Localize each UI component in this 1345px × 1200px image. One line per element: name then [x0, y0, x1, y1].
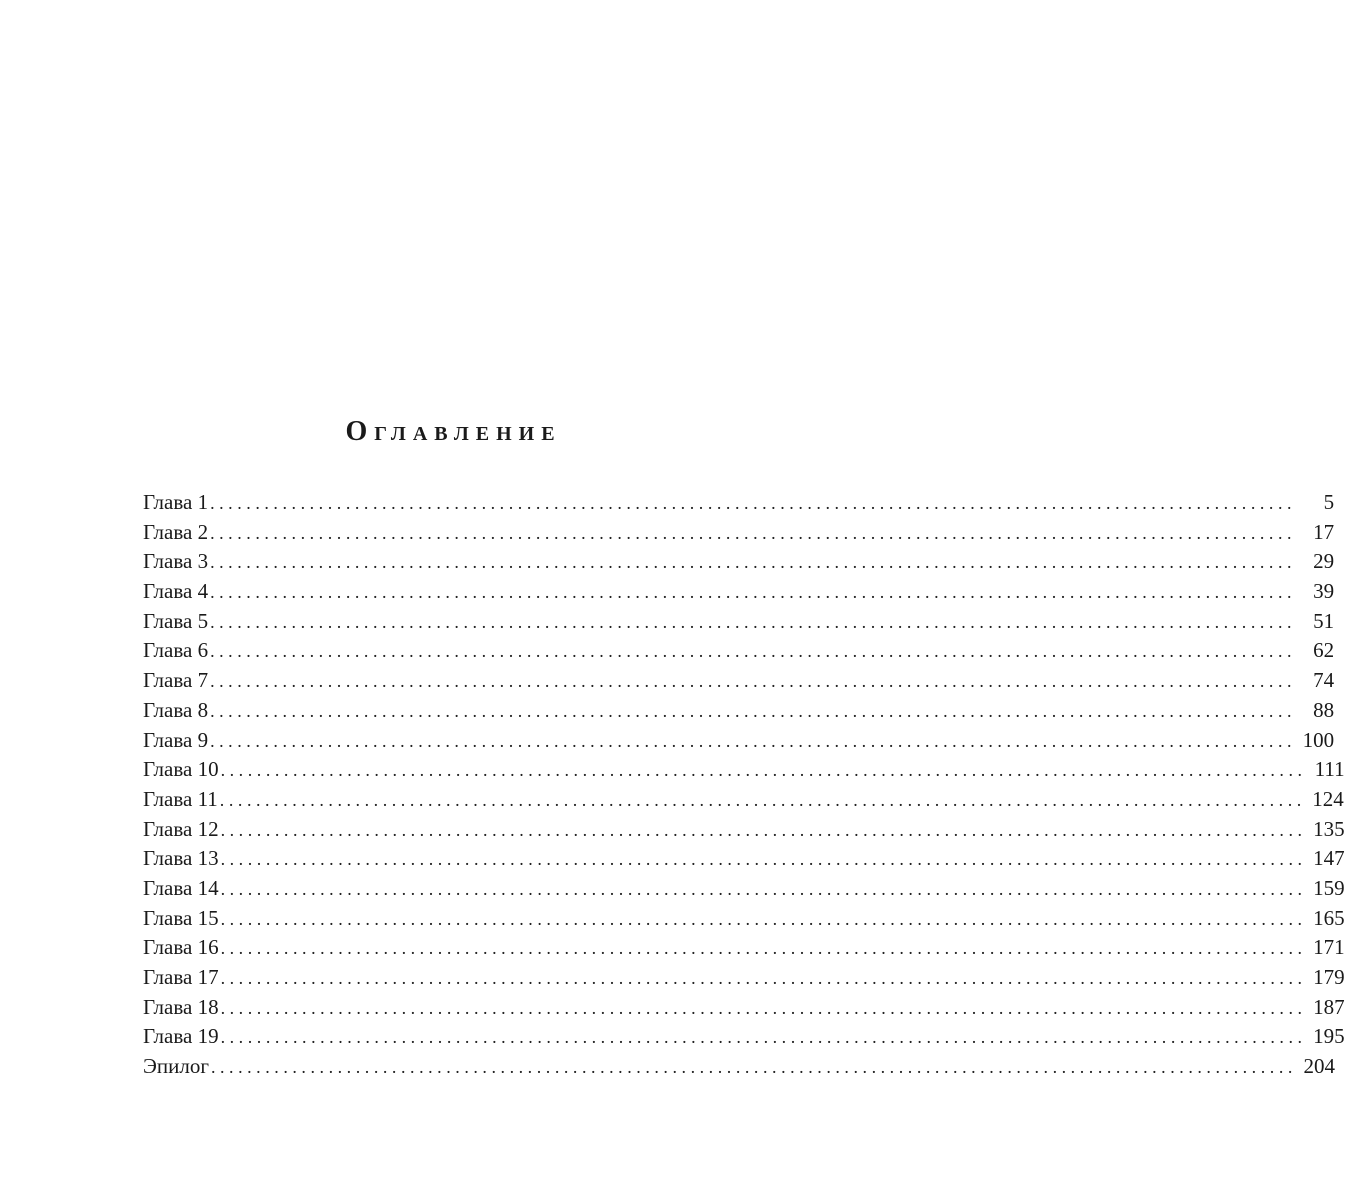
dot-leader: ........................................................................................................................ — [220, 908, 1307, 929]
toc-entry-label: Глава 18 — [143, 994, 219, 1019]
toc-entry-label: Глава 19 — [143, 1024, 219, 1049]
toc-entry-page: 62 — [1313, 638, 1335, 663]
dot-leader: ........................................................................................................................ — [210, 552, 1297, 573]
dot-leader: ........................................................................................................................ — [220, 968, 1307, 988]
toc-entry-label: Эпилог — [143, 1054, 209, 1079]
toc-entry-label: Глава 17 — [143, 965, 219, 989]
dot-leader: ........................................................................................................................ — [210, 611, 1297, 632]
dot-leader: ........................................................................................................................ — [220, 997, 1307, 1018]
dot-leader: ........................................................................................................................ — [210, 730, 1297, 751]
toc-entry-page: 74 — [1313, 668, 1335, 693]
toc-entry[interactable] — [143, 488, 1335, 518]
toc-entry-page: 165 — [1313, 905, 1345, 930]
toc-entry-label: Глава 2 — [143, 519, 209, 544]
toc-entry[interactable] — [143, 726, 1335, 756]
toc-entry[interactable] — [143, 1022, 1345, 1052]
dot-leader: ........................................................................................................................ — [210, 493, 1297, 513]
dot-leader: ........................................................................................................................ — [210, 641, 1297, 662]
dot-leader: ........................................................................................................................ — [220, 819, 1307, 840]
toc-entry[interactable] — [143, 993, 1345, 1023]
toc-entry-label: Глава 15 — [143, 905, 219, 930]
toc-entry-label: Глава 3 — [143, 549, 209, 574]
toc-entry[interactable] — [143, 755, 1345, 785]
toc-entry-label: Глава 16 — [143, 935, 219, 960]
toc-entry[interactable] — [143, 666, 1335, 696]
toc-entry-page: 29 — [1313, 549, 1335, 574]
toc-entry[interactable] — [143, 636, 1335, 666]
toc-entry-page: 204 — [1303, 1054, 1335, 1079]
toc-entry[interactable] — [143, 874, 1345, 904]
toc-entry-label: Глава 1 — [143, 490, 209, 514]
toc-entry[interactable] — [143, 904, 1345, 934]
toc-entry[interactable] — [143, 547, 1335, 577]
toc-entry[interactable] — [143, 785, 1344, 815]
dot-leader: ........................................................................................................................ — [220, 760, 1307, 781]
toc-entry[interactable] — [143, 696, 1335, 726]
toc-entry-page: 124 — [1312, 786, 1344, 811]
toc-entry-page: 187 — [1313, 994, 1345, 1019]
toc-entry[interactable] — [143, 577, 1335, 607]
toc-entry-page: 88 — [1313, 697, 1335, 722]
toc-entry-page: 135 — [1313, 816, 1345, 841]
toc-entry-label: Глава 5 — [143, 608, 209, 633]
toc-entry-page: 171 — [1313, 935, 1345, 960]
toc-entry[interactable] — [143, 844, 1345, 874]
toc-entry-page: 39 — [1313, 579, 1335, 604]
table-of-contents — [143, 488, 1345, 1082]
dot-leader: ........................................................................................................................ — [210, 700, 1297, 721]
dot-leader: ........................................................................................................................ — [220, 878, 1307, 899]
toc-entry-label: Глава 4 — [143, 579, 209, 604]
toc-entry[interactable] — [143, 815, 1345, 845]
toc-entry-page: 159 — [1313, 875, 1345, 900]
toc-entry[interactable] — [143, 933, 1345, 963]
dot-leader: ........................................................................................................................ — [210, 1057, 1297, 1078]
dot-leader: ........................................................................................................................ — [210, 671, 1297, 692]
dot-leader: ........................................................................................................................ — [210, 582, 1297, 603]
toc-entry-page: 147 — [1313, 846, 1345, 871]
toc-entry-label: Глава 13 — [143, 846, 219, 871]
toc-entry-label: Глава 14 — [143, 875, 219, 900]
toc-entry-page: 5 — [1323, 490, 1335, 514]
toc-title: Оглавление — [345, 415, 562, 447]
toc-entry[interactable] — [143, 963, 1345, 993]
toc-entry-label: Глава 7 — [143, 668, 209, 693]
toc-entry-page: 179 — [1313, 965, 1345, 989]
toc-entry-page: 17 — [1313, 519, 1335, 544]
toc-entry-label: Глава 11 — [143, 786, 218, 811]
dot-leader: ........................................................................................................................ — [210, 522, 1297, 543]
toc-entry-label: Глава 6 — [143, 638, 209, 663]
toc-entry-page: 100 — [1302, 727, 1335, 752]
dot-leader: ........................................................................................................................ — [220, 1027, 1307, 1048]
toc-entry-page: 195 — [1313, 1024, 1345, 1049]
toc-entry-label: Глава 12 — [143, 816, 219, 841]
dot-leader: ........................................................................................................................ — [220, 938, 1307, 959]
toc-entry-label: Глава 8 — [143, 697, 209, 722]
toc-entry-page: 111 — [1314, 757, 1345, 782]
toc-entry[interactable] — [143, 518, 1335, 548]
toc-entry[interactable] — [143, 1052, 1335, 1082]
dot-leader: ........................................................................................................................ — [219, 789, 1306, 810]
toc-entry-label: Глава 10 — [143, 757, 219, 782]
toc-entry-page: 51 — [1313, 608, 1335, 633]
dot-leader: ........................................................................................................................ — [220, 849, 1307, 870]
toc-entry-label: Глава 9 — [143, 727, 209, 752]
toc-entry[interactable] — [143, 607, 1335, 637]
